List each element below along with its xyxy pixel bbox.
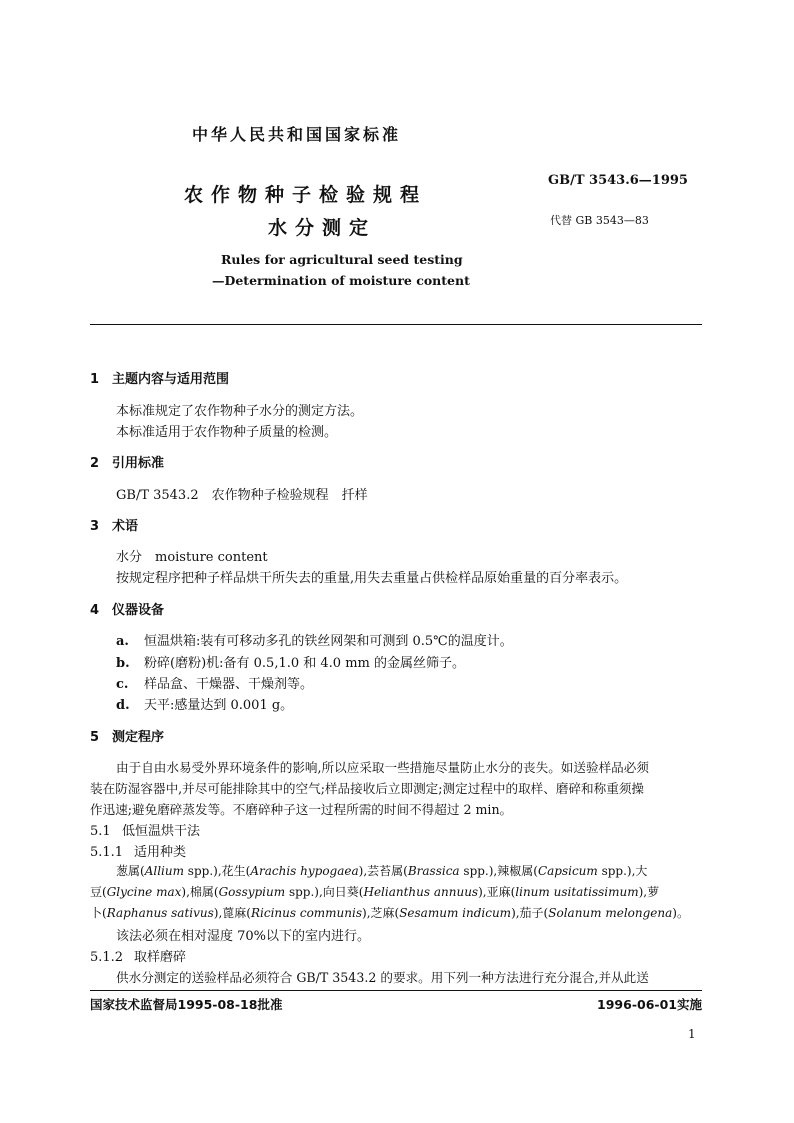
reference-standard: GB/T 3543.2 农作物种子检验规程 扦样: [116, 488, 368, 503]
item-label: a.: [116, 634, 129, 649]
term-definition: 按规定程序把种子样品烘干所失去的重量,用失去重量占供检样品原始重量的百分率表示。: [116, 571, 628, 586]
equipment-item: [116, 652, 465, 671]
standard-number: GB/T 3543.6—1995: [548, 173, 688, 188]
item-text: 天平:感量达到 0.001 g。: [144, 698, 294, 713]
section-3-heading: [90, 515, 138, 534]
item-label: d.: [116, 698, 130, 713]
subsection-5-1-2: [90, 946, 186, 965]
section-number: 1: [90, 372, 100, 387]
equipment-item: [116, 630, 513, 649]
section-title: 主题内容与适用范围: [112, 372, 230, 387]
document-title: 农作物种子检验规程: [184, 184, 428, 206]
section-1-heading: [90, 368, 229, 387]
species-line: 葱属(Allium spp.),花生(Arachis hypogaea),芸苔属(Brassica spp.),辣椒属(Capsicum spp.),大: [116, 864, 648, 878]
item-label: c.: [116, 677, 129, 692]
item-text: 粉碎(磨粉)机:备有 0.5,1.0 和 4.0 mm 的金属丝筛子。: [144, 656, 465, 671]
paragraph: 作迅速;避免磨碎蒸发等。不磨碎种子这一过程所需的时间不得超过 2 min。: [90, 802, 513, 817]
implementation-date: 1996-06-01实施: [597, 997, 702, 1012]
national-standard-heading: 中华人民共和国国家标准: [192, 125, 402, 144]
section-4-heading: [90, 599, 164, 618]
section-number: 5: [90, 730, 100, 745]
species-line: 豆(Glycine max),棉属(Gossypium spp.),向日葵(Helianthus annuus),亚麻(linum usitatissimum),萝: [90, 885, 660, 899]
paragraph: 由于自由水易受外界环境条件的影响,所以应采取一些措施尽量防止水分的丧失。如送验样品必须: [116, 760, 649, 775]
equipment-item: [116, 694, 293, 713]
item-label: b.: [116, 656, 130, 671]
subsection-title: 适用种类: [134, 845, 187, 860]
subsection-number: 5.1.1: [90, 845, 124, 860]
subsection-title: 低恒温烘干法: [122, 824, 201, 839]
subsection-title: 取样磨碎: [134, 950, 187, 965]
paragraph: 供水分测定的送验样品必须符合 GB/T 3543.2 的要求。用下列一种方法进行充分混合,并从此送: [116, 970, 649, 985]
subsection-number: 5.1: [90, 824, 111, 839]
subsection-number: 5.1.2: [90, 950, 124, 965]
section-2-heading: [90, 452, 164, 471]
footer-divider: [90, 990, 702, 991]
replaces-standard: 代替 GB 3543—83: [550, 214, 649, 227]
subsection-5-1: [90, 820, 200, 839]
subsection-5-1-1: [90, 841, 186, 860]
equipment-item: [116, 673, 313, 692]
item-text: 恒温烘箱:装有可移动多孔的铁丝网架和可测到 0.5℃的温度计。: [144, 634, 513, 649]
section-number: 2: [90, 456, 100, 471]
section-title: 仪器设备: [112, 603, 165, 618]
species-line: 卜(Raphanus sativus),蓖麻(Ricinus communis),芝麻(Sesamum indicum),茄子(Solanum melongena)。: [90, 906, 689, 920]
document-subtitle: 水分测定: [268, 217, 377, 239]
english-title-line1: Rules for agricultural seed testing: [221, 252, 463, 267]
section-title: 术语: [112, 519, 139, 534]
paragraph: 装在防湿容器中,并尽可能排除其中的空气;样品接收后立即测定;测定过程中的取样、磨碎和称重须操: [90, 781, 645, 796]
humidity-note: 该法必须在相对湿度 70%以下的室内进行。: [116, 929, 371, 944]
section-number: 3: [90, 519, 100, 534]
term: 水分 moisture content: [116, 550, 268, 565]
section-title: 测定程序: [112, 730, 165, 745]
header-divider: [90, 324, 702, 325]
paragraph: 本标准适用于农作物种子质量的检测。: [116, 425, 338, 440]
section-title: 引用标准: [112, 456, 165, 471]
section-5-heading: [90, 726, 164, 745]
item-text: 样品盒、干燥器、干燥剂等。: [144, 677, 314, 692]
approval-date: 国家技术监督局1995-08-18批准: [90, 997, 283, 1012]
page-number: 1: [688, 1027, 696, 1041]
english-title-line2: —Determination of moisture content: [212, 273, 470, 288]
paragraph: 本标准规定了农作物种子水分的测定方法。: [116, 404, 364, 419]
section-number: 4: [90, 603, 100, 618]
